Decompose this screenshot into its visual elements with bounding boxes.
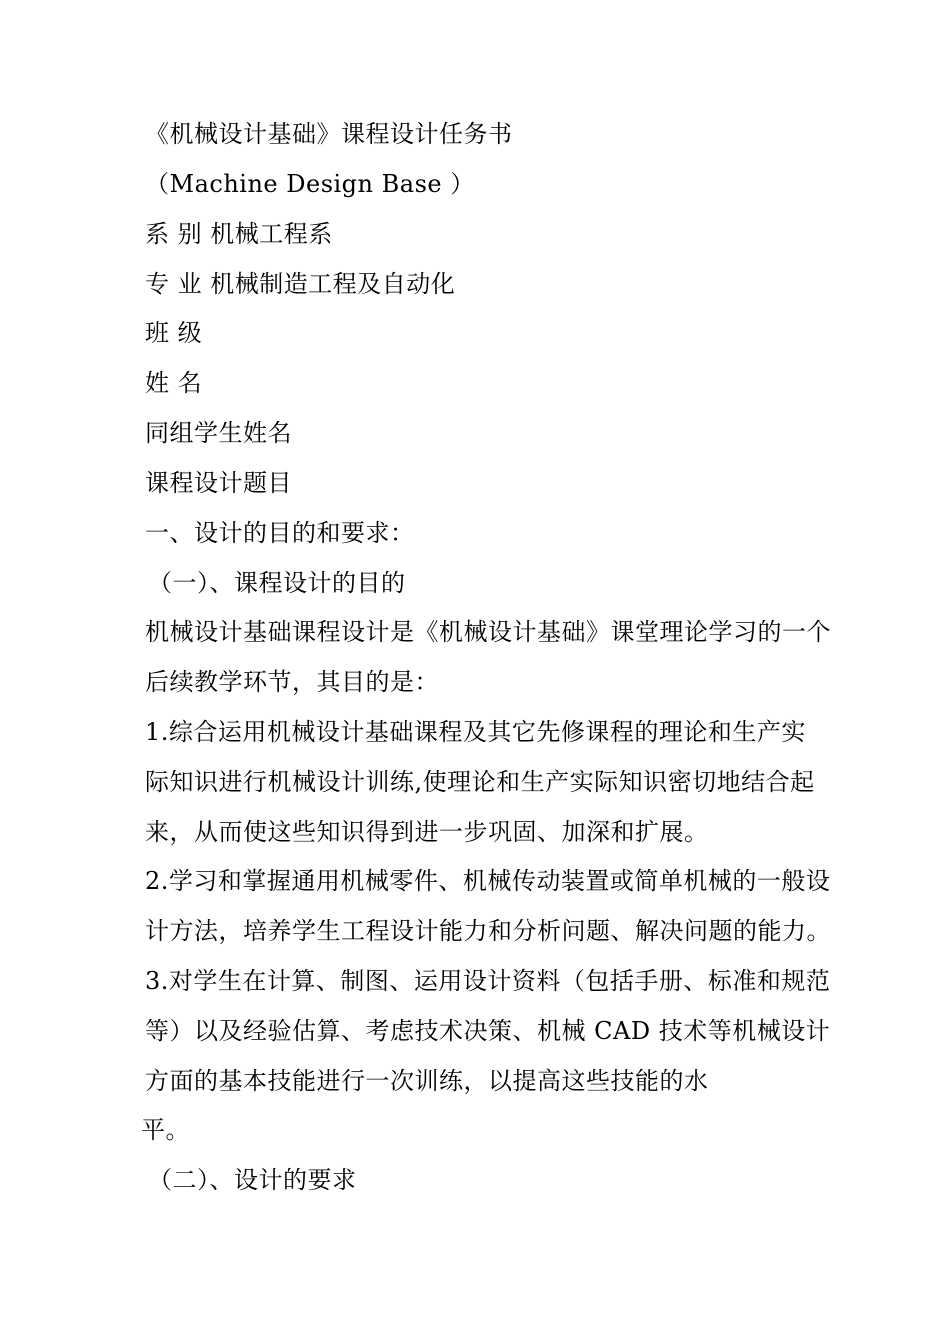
paragraph-line: 2.学习和掌握通用机械零件、机械传动装置或简单机械的一般设: [145, 867, 831, 895]
document-subtitle: （Machine Design Base ）: [145, 170, 475, 198]
field-major: 专 业 机械制造工程及自动化: [145, 270, 456, 298]
paragraph-line: 来，从而使这些知识得到进一步巩固、加深和扩展。: [145, 818, 709, 846]
paragraph-line: 平。: [141, 1116, 190, 1144]
section-heading: 一、设计的目的和要求：: [145, 519, 415, 547]
paragraph-line: 机械设计基础课程设计是《机械设计基础》课堂理论学习的一个: [145, 618, 831, 646]
field-class: 班 级: [145, 319, 203, 347]
paragraph-line: 方面的基本技能进行一次训练，以提高这些技能的水: [145, 1067, 709, 1095]
paragraph-line: 后续教学环节，其目的是：: [145, 668, 439, 696]
paragraph-line: 计方法，培养学生工程设计能力和分析问题、解决问题的能力。: [145, 917, 831, 945]
field-group-members: 同组学生姓名: [145, 419, 292, 447]
subsection-heading-purpose: （一）、课程设计的目的: [148, 569, 406, 597]
paragraph-line: 1.综合运用机械设计基础课程及其它先修课程的理论和生产实: [145, 718, 806, 746]
field-department: 系 别 机械工程系: [145, 220, 333, 248]
paragraph-line: 际知识进行机械设计训练,使理论和生产实际知识密切地结合起: [145, 768, 815, 796]
field-name: 姓 名: [145, 369, 203, 397]
field-topic: 课程设计题目: [145, 469, 292, 497]
paragraph-line: 3.对学生在计算、制图、运用设计资料（包括手册、标准和规范: [145, 967, 831, 995]
document-title: 《机械设计基础》课程设计任务书: [145, 120, 513, 148]
paragraph-line: 等）以及经验估算、考虑技术决策、机械 CAD 技术等机械设计: [145, 1017, 831, 1045]
subsection-heading-requirements: （二）、设计的要求: [148, 1166, 357, 1194]
